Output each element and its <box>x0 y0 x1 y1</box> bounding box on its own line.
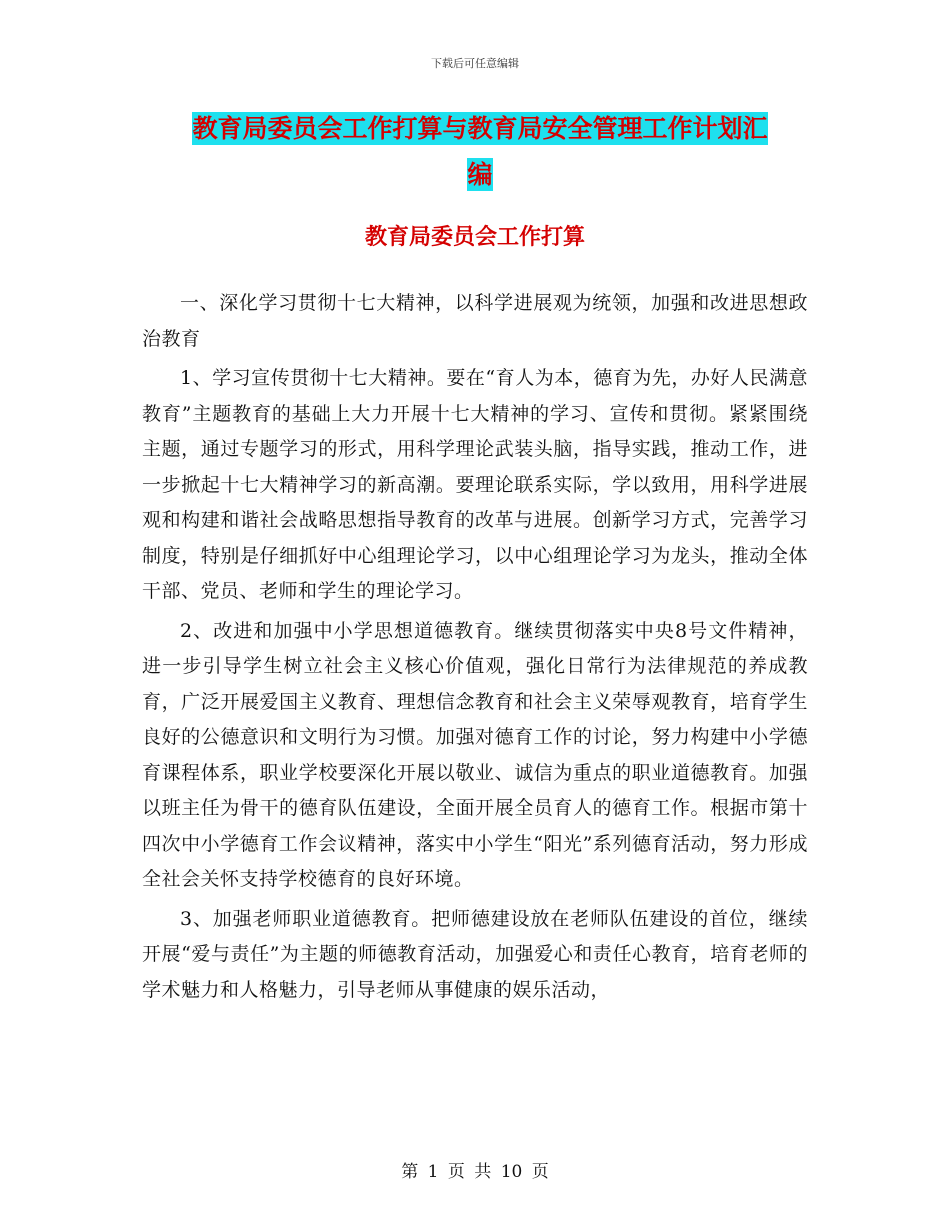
page-number: 第 1 页 共 10 页 <box>401 1162 549 1182</box>
paragraph: 1、学习宣传贯彻十七大精神。要在“育人为本，德育为先，办好人民满意教育”主题教育的基础上大力开展十七大精神的学习、宣传和贯彻。紧紧围绕主题，通过专题学习的形式，用科学理论武装头脑，指导实践，推动工作，进一步掀起十七大精神学习的新高潮。要理论联系实际，学以致用，用科学进展观和构建和谐社会战略思想指导教育的改革与进展。创新学习方式，完善学习制度，特别是仔细抓好中心组理论学习，以中心组理论学习为龙头，推动全体干部、党员、老师和学生的理论学习。 <box>142 367 808 602</box>
document-title-line-1: 教育局委员会工作打算与教育局安全管理工作计划汇 <box>192 114 768 143</box>
section-title: 教育局委员会工作打算 <box>364 224 585 250</box>
document-title-line-2: 编 <box>467 160 493 189</box>
paragraph: 3、加强老师职业道德教育。把师德建设放在老师队伍建设的首位，继续开展“爱与责任”为主题的师德教育活动，加强爱心和责任心教育，培育老师的学术魅力和人格魅力，引导老师从事健康的娱乐活动， <box>142 907 808 1001</box>
paragraph-heading: 一、深化学习贯彻十七大精神，以科学进展观为统领，加强和改进思想政治教育 <box>142 292 808 350</box>
header-note: 下载后可任意编辑 <box>431 57 519 70</box>
paragraph: 2、改进和加强中小学思想道德教育。继续贯彻落实中央8号文件精神，进一步引导学生树立社会主义核心价值观，强化日常行为法律规范的养成教育，广泛开展爱国主义教育、理想信念教育和社会主义荣辱观教育，培育学生良好的公德意识和文明行为习惯。加强对德育工作的讨论，努力构建中小学德育课程体系，职业学校要深化开展以敬业、诚信为重点的职业道德教育。加强以班主任为骨干的德育队伍建设，全面开展全员育人的德育工作。根据市第十四次中小学德育工作会议精神，落实中小学生“阳光”系列德育活动，努力形成全社会关怀支持学校德育的良好环境。 <box>142 619 808 890</box>
document-body <box>142 286 808 1012</box>
document-title <box>140 106 820 198</box>
